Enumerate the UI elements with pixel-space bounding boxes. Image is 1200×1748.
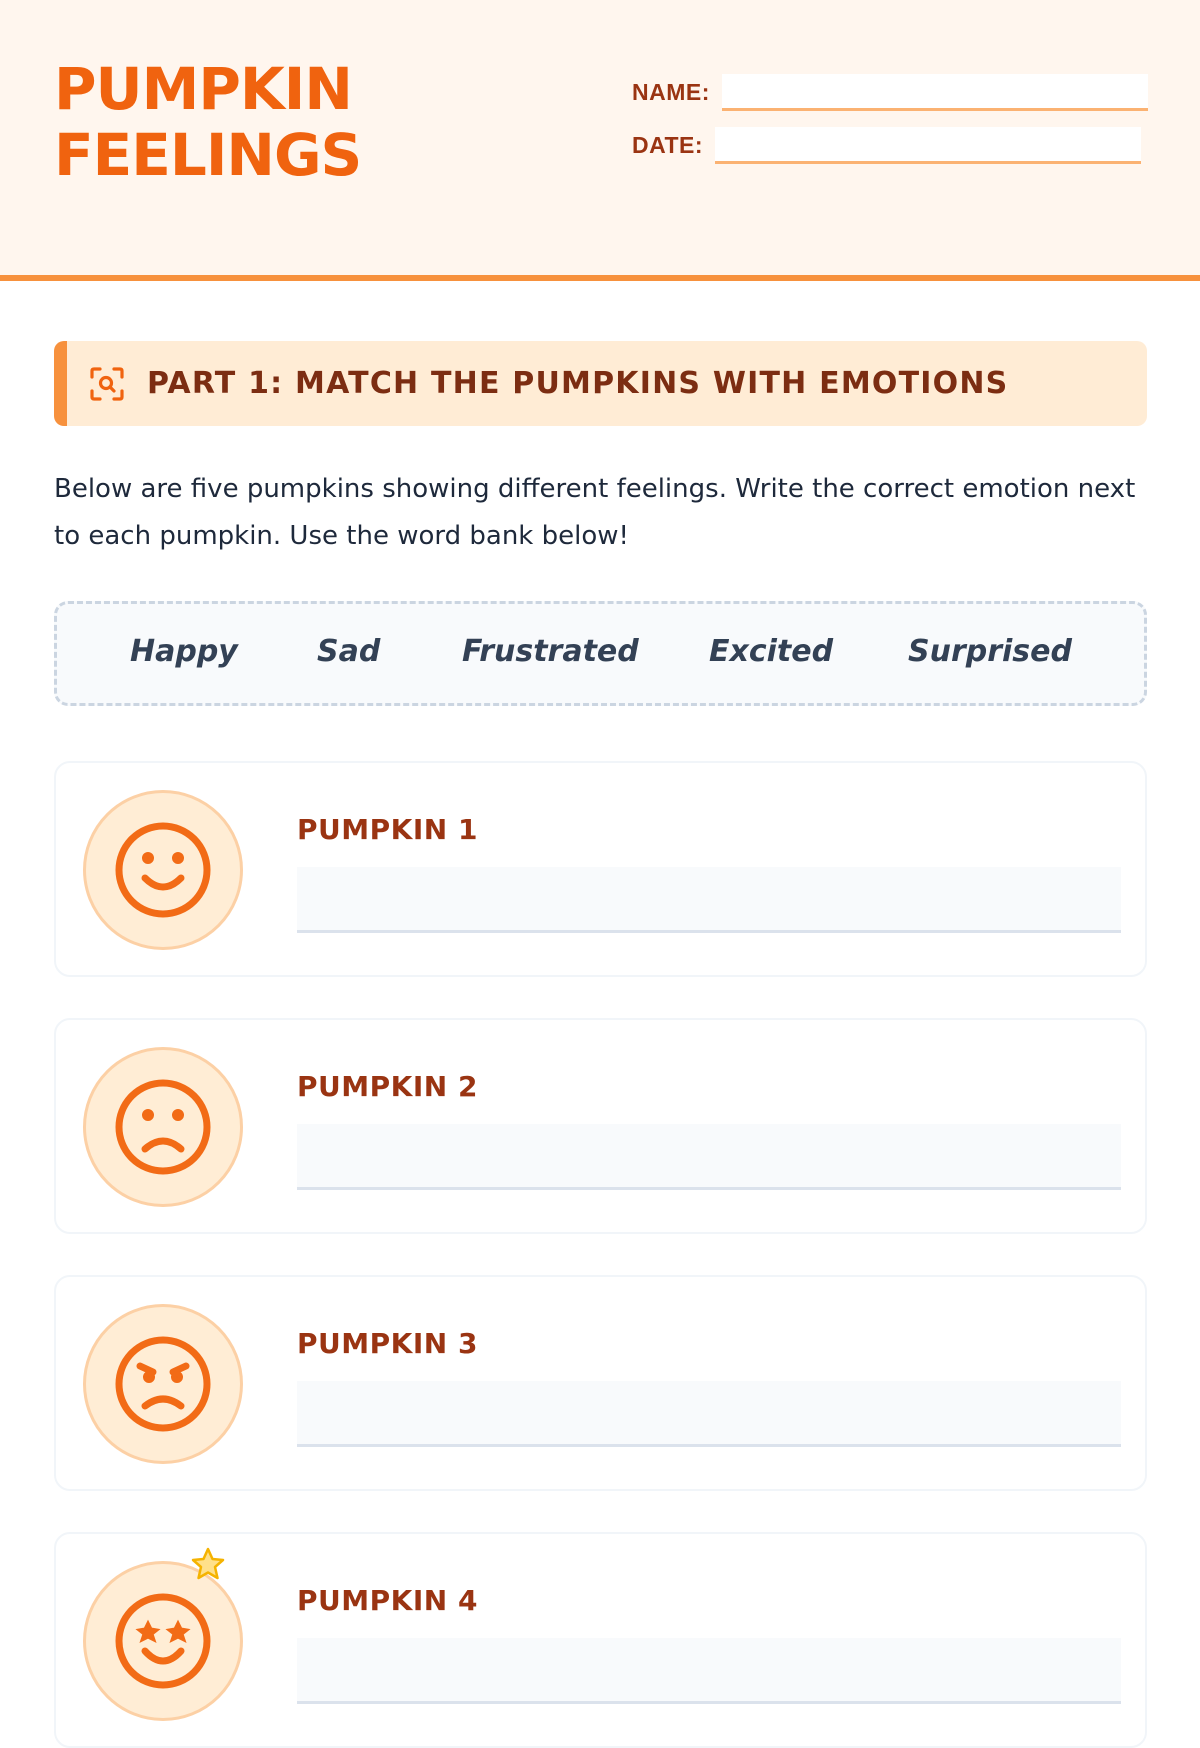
pumpkin-label: PUMPKIN 3 <box>297 1327 478 1360</box>
emotion-answer-field[interactable] <box>297 1638 1121 1704</box>
date-row <box>632 127 1141 164</box>
word-bank-item: Happy <box>130 634 238 669</box>
pumpkin-card-2 <box>54 1018 1147 1234</box>
star-struck-face-icon <box>113 1591 213 1691</box>
part1-title: PART 1: MATCH THE PUMPKINS WITH EMOTIONS <box>147 366 1009 401</box>
name-field[interactable] <box>722 74 1148 111</box>
word-bank-item: Sad <box>317 634 381 669</box>
pumpkin-label: PUMPKIN 2 <box>297 1070 478 1103</box>
sparkle-star-icon <box>190 1546 226 1586</box>
part1-banner <box>54 341 1147 426</box>
word-bank-item: Frustrated <box>462 634 639 669</box>
pumpkin-face-2 <box>83 1047 243 1207</box>
emotion-answer-field[interactable] <box>297 1124 1121 1190</box>
scan-search-icon <box>89 366 125 402</box>
date-field[interactable] <box>715 127 1141 164</box>
date-label: DATE: <box>632 132 704 158</box>
part1-instructions: Below are five pumpkins showing different feelings. Write the correct emotion next to each pumpkin. Use the word bank below! <box>54 474 1136 551</box>
emotion-answer-field[interactable] <box>297 867 1121 933</box>
worksheet-title <box>54 56 361 188</box>
name-label: NAME: <box>632 79 710 105</box>
pumpkin-label: PUMPKIN 1 <box>297 813 478 846</box>
word-bank-item: Surprised <box>908 634 1072 669</box>
name-row <box>632 74 1148 111</box>
word-bank-item: Excited <box>709 634 834 669</box>
emotion-answer-field[interactable] <box>297 1381 1121 1447</box>
worksheet-header <box>0 0 1200 281</box>
title-line-1: PUMPKIN <box>54 55 352 123</box>
pumpkin-card-1 <box>54 761 1147 977</box>
title-line-2: FEELINGS <box>54 121 362 189</box>
pumpkin-card-3 <box>54 1275 1147 1491</box>
pumpkin-label: PUMPKIN 4 <box>297 1584 478 1617</box>
pumpkin-card-4 <box>54 1532 1147 1748</box>
smile-face-icon <box>113 820 213 920</box>
word-bank <box>54 601 1147 706</box>
pumpkin-face-1 <box>83 790 243 950</box>
pumpkin-face-3 <box>83 1304 243 1464</box>
sad-face-icon <box>113 1077 213 1177</box>
angry-face-icon <box>113 1334 213 1434</box>
